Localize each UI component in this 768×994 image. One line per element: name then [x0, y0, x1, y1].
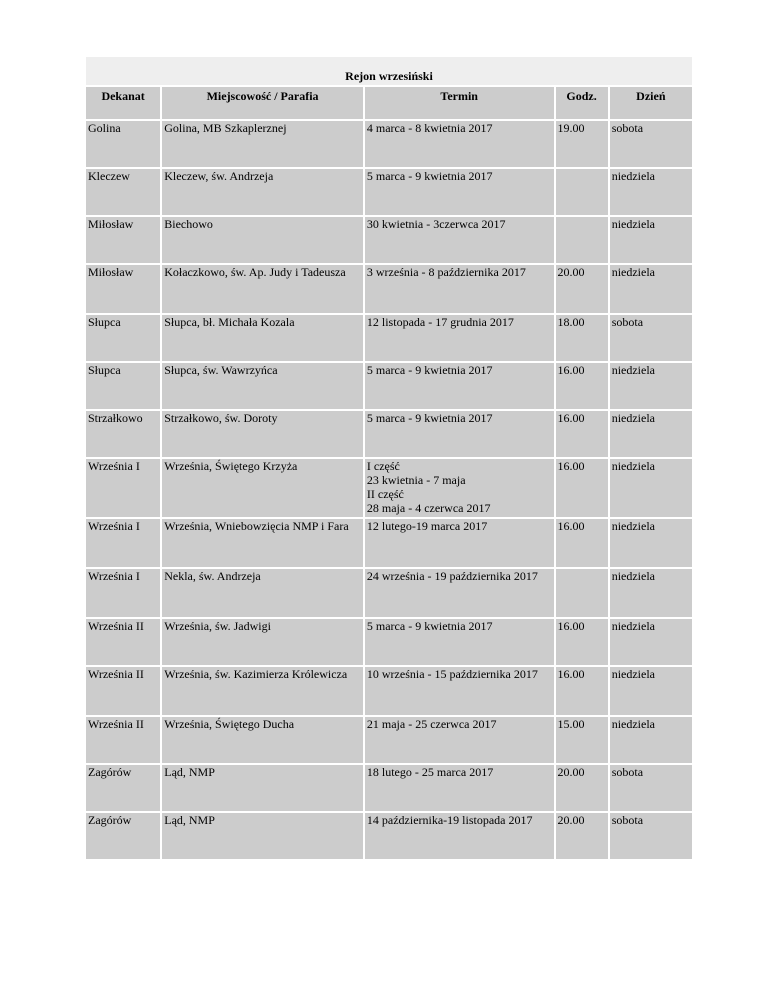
cell-dzien: sobota [610, 315, 692, 361]
cell-dzien: niedziela [610, 717, 692, 763]
cell-termin: 5 marca - 9 kwietnia 2017 [365, 619, 554, 665]
cell-godz [556, 169, 608, 215]
cell-parafia: Słupca, św. Wawrzyńca [162, 363, 363, 409]
cell-dekanat: Golina [86, 121, 160, 167]
cell-termin: I część 23 kwietnia - 7 maja II część 28 maja - 4 czerwca 2017 [365, 459, 554, 517]
cell-termin: 18 lutego - 25 marca 2017 [365, 765, 554, 811]
header-row [86, 87, 692, 119]
cell-dekanat: Kleczew [86, 169, 160, 215]
cell-godz: 20.00 [556, 813, 608, 859]
cell-dekanat: Strzałkowo [86, 411, 160, 457]
table-title: Rejon wrzesiński [86, 57, 692, 85]
schedule-sheet [84, 55, 694, 861]
table-row [86, 717, 692, 763]
header-godz: Godz. [556, 87, 608, 119]
table-row [86, 813, 692, 859]
table-row [86, 217, 692, 263]
cell-parafia: Kleczew, św. Andrzeja [162, 169, 363, 215]
cell-dekanat: Września II [86, 717, 160, 763]
header-dzien: Dzień [610, 87, 692, 119]
cell-dekanat: Miłosław [86, 265, 160, 313]
cell-termin: 12 listopada - 17 grudnia 2017 [365, 315, 554, 361]
table-row [86, 667, 692, 715]
cell-parafia: Września, Świętego Krzyża [162, 459, 363, 517]
cell-parafia: Nekla, św. Andrzeja [162, 569, 363, 617]
cell-termin: 21 maja - 25 czerwca 2017 [365, 717, 554, 763]
cell-termin: 12 lutego-19 marca 2017 [365, 519, 554, 567]
cell-godz: 16.00 [556, 667, 608, 715]
cell-dekanat: Września I [86, 519, 160, 567]
cell-godz: 16.00 [556, 363, 608, 409]
schedule-table [84, 55, 694, 861]
cell-godz: 15.00 [556, 717, 608, 763]
cell-parafia: Ląd, NMP [162, 813, 363, 859]
cell-godz [556, 217, 608, 263]
cell-parafia: Ląd, NMP [162, 765, 363, 811]
cell-parafia: Słupca, bł. Michała Kozala [162, 315, 363, 361]
cell-godz: 20.00 [556, 265, 608, 313]
cell-termin: 30 kwietnia - 3czerwca 2017 [365, 217, 554, 263]
cell-dzien: niedziela [610, 569, 692, 617]
table-row [86, 569, 692, 617]
cell-dekanat: Września I [86, 569, 160, 617]
table-row [86, 411, 692, 457]
cell-godz: 18.00 [556, 315, 608, 361]
cell-godz: 20.00 [556, 765, 608, 811]
cell-dzien: niedziela [610, 667, 692, 715]
cell-dekanat: Września I [86, 459, 160, 517]
cell-dzien: niedziela [610, 411, 692, 457]
cell-termin: 10 września - 15 października 2017 [365, 667, 554, 715]
table-row [86, 121, 692, 167]
cell-parafia: Września, Świętego Ducha [162, 717, 363, 763]
cell-dzien: niedziela [610, 363, 692, 409]
table-row [86, 765, 692, 811]
cell-parafia: Kołaczkowo, św. Ap. Judy i Tadeusza [162, 265, 363, 313]
cell-dekanat: Września II [86, 667, 160, 715]
cell-dzien: niedziela [610, 459, 692, 517]
cell-godz [556, 569, 608, 617]
cell-parafia: Biechowo [162, 217, 363, 263]
cell-parafia: Września, św. Kazimierza Królewicza [162, 667, 363, 715]
header-dekanat: Dekanat [86, 87, 160, 119]
cell-dekanat: Słupca [86, 315, 160, 361]
cell-termin: 5 marca - 9 kwietnia 2017 [365, 363, 554, 409]
cell-parafia: Strzałkowo, św. Doroty [162, 411, 363, 457]
table-row [86, 315, 692, 361]
cell-termin: 3 września - 8 października 2017 [365, 265, 554, 313]
cell-dzien: niedziela [610, 619, 692, 665]
header-parafia: Miejscowość / Parafia [162, 87, 363, 119]
table-row [86, 363, 692, 409]
cell-dekanat: Zagórów [86, 765, 160, 811]
cell-dzien: sobota [610, 813, 692, 859]
cell-dekanat: Zagórów [86, 813, 160, 859]
table-row [86, 619, 692, 665]
table-row [86, 265, 692, 313]
header-termin: Termin [365, 87, 554, 119]
table-row [86, 519, 692, 567]
cell-dzien: niedziela [610, 265, 692, 313]
cell-dzien: niedziela [610, 169, 692, 215]
cell-dzien: sobota [610, 121, 692, 167]
title-row [86, 57, 692, 85]
table-row [86, 169, 692, 215]
cell-dzien: niedziela [610, 217, 692, 263]
cell-dekanat: Września II [86, 619, 160, 665]
cell-termin: 4 marca - 8 kwietnia 2017 [365, 121, 554, 167]
cell-godz: 16.00 [556, 411, 608, 457]
cell-godz: 16.00 [556, 459, 608, 517]
cell-dzien: sobota [610, 765, 692, 811]
cell-termin: 5 marca - 9 kwietnia 2017 [365, 411, 554, 457]
cell-godz: 16.00 [556, 619, 608, 665]
cell-parafia: Września, Wniebowzięcia NMP i Fara [162, 519, 363, 567]
cell-dekanat: Miłosław [86, 217, 160, 263]
cell-godz: 16.00 [556, 519, 608, 567]
cell-termin: 5 marca - 9 kwietnia 2017 [365, 169, 554, 215]
cell-dekanat: Słupca [86, 363, 160, 409]
cell-termin: 14 października-19 listopada 2017 [365, 813, 554, 859]
cell-godz: 19.00 [556, 121, 608, 167]
cell-parafia: Golina, MB Szkaplerznej [162, 121, 363, 167]
cell-termin: 24 września - 19 października 2017 [365, 569, 554, 617]
cell-dzien: niedziela [610, 519, 692, 567]
cell-parafia: Września, św. Jadwigi [162, 619, 363, 665]
table-row [86, 459, 692, 517]
